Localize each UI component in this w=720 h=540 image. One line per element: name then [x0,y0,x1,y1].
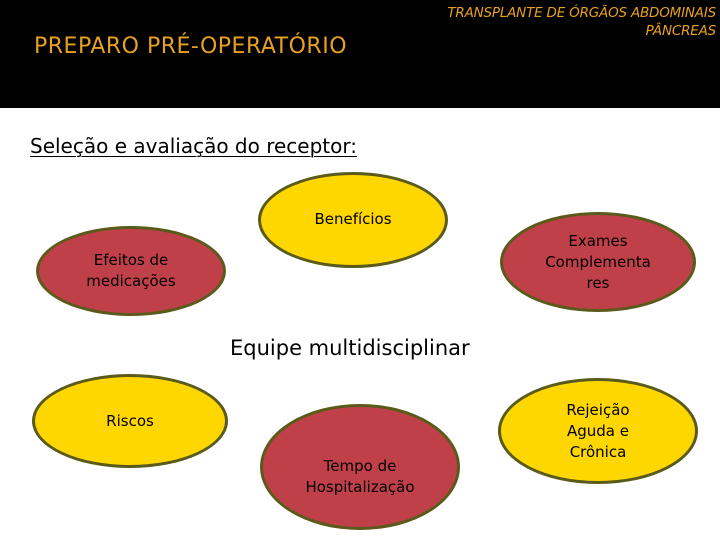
node-rejeicao [498,378,698,484]
node-exames-line2: Complementa [545,252,651,271]
node-riscos [32,374,228,468]
node-rejeicao-line2: Aguda e [566,421,629,440]
header-topic-line2: PÂNCREAS [645,23,716,39]
node-efeitos-line1: Efeitos de [93,251,169,269]
node-exames-line1: Exames [568,231,628,250]
node-exames-line3: res [586,273,610,292]
header-bar [0,0,720,108]
node-efeitos [36,226,226,316]
node-tempo-line2: Hospitalização [305,478,415,496]
node-beneficios [258,172,448,268]
center-label: Equipe multidisciplinar [230,336,470,360]
node-efeitos-line2: medicações [86,272,176,290]
node-tempo [260,404,460,530]
header-topic-line1: TRANSPLANTE DE ÓRGÃOS ABDOMINAIS [447,5,716,21]
node-riscos-label: Riscos [106,411,154,430]
node-beneficios-label: Benefícios [314,210,392,228]
page-title: PREPARO PRÉ-OPERATÓRIO [34,34,348,59]
node-rejeicao-line3: Crônica [569,442,627,461]
header-topic [447,4,716,40]
node-rejeicao-line1: Rejeição [566,400,630,419]
node-exames [500,212,696,312]
section-subtitle: Seleção e avaliação do receptor: [30,134,357,158]
node-tempo-line1: Tempo de [323,457,397,475]
